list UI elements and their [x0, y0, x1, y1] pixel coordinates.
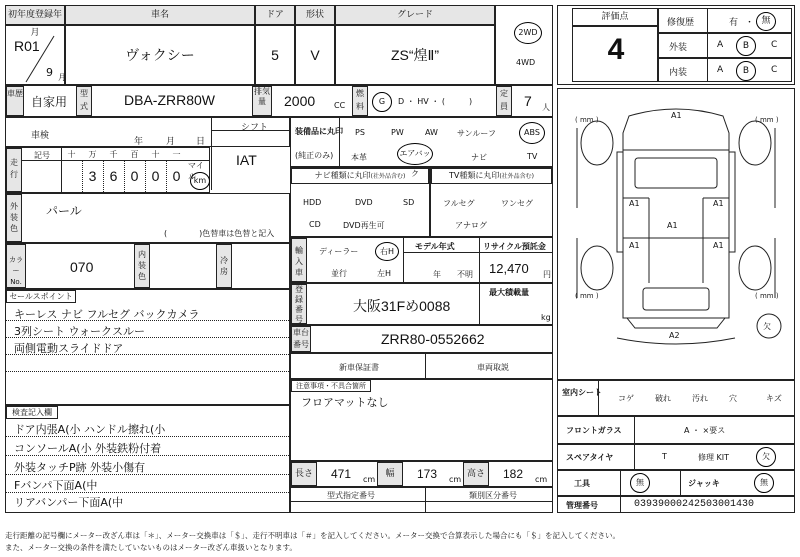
max-load-label: 最大積載量: [489, 288, 529, 297]
interior-sheet-item: コゲ: [618, 394, 634, 403]
color-no-label: カラーNo.: [6, 244, 26, 288]
equipment-label-sub: (純正のみ): [295, 151, 334, 160]
interior-color-label: 内装色: [134, 244, 150, 288]
spare-row: [557, 444, 795, 470]
equipment-label: 装備品に丸印: [295, 127, 343, 136]
usage-value: 自家用: [31, 95, 68, 109]
interior-a: A: [717, 65, 724, 75]
width-value: 173: [417, 467, 438, 481]
navi-box: [290, 167, 430, 237]
inspector-line-1: ドア内張A(小 ハンドル擦れ(小: [14, 423, 166, 436]
vehicle-diagram: [557, 88, 795, 380]
shape-header: 形状: [295, 5, 335, 25]
import-box: [290, 237, 553, 283]
mileage-digit-label: 百: [130, 150, 139, 159]
drive-4wd: 4WD: [516, 58, 536, 67]
reg-month-value: 9: [46, 66, 53, 79]
sales-point-line-2: 3列シート ウォークスルー: [14, 325, 145, 338]
windshield-row: [557, 416, 795, 444]
import-left-h: 左H: [377, 269, 392, 278]
chassis-value: ZRR80-0552662: [381, 331, 485, 347]
max-load-unit: kg: [541, 313, 551, 322]
windshield-value: A ・ ×要ス: [684, 426, 726, 435]
exterior-row: [658, 33, 792, 58]
interior-sheet-row: [557, 380, 795, 416]
navi-label-sub: (社外品含む): [370, 173, 406, 180]
exterior-a: A: [717, 40, 724, 50]
registration-value: 大阪31Fめ0088: [353, 298, 451, 314]
tv-fullseg: フルセグ: [443, 199, 475, 208]
color-value: パール: [46, 204, 82, 218]
equip-tv: TV: [527, 152, 538, 161]
windshield-label: フロントガラス: [566, 426, 622, 435]
row2: [5, 85, 553, 117]
navi-cd: CD: [309, 220, 321, 229]
door-header: ドア: [255, 5, 295, 25]
import-right-h-circled: 右H: [375, 242, 399, 261]
interior-label: 内装: [669, 68, 688, 78]
inspector-line-5: リアバンパー下面A(中: [14, 496, 124, 509]
damage-mark: A1: [713, 199, 724, 208]
jack-value-circled: 無: [754, 473, 774, 493]
import-label: 輸入車: [291, 238, 307, 282]
usage-label: 車歴: [6, 86, 24, 116]
spare-t: T: [662, 452, 667, 461]
width-unit: cm: [449, 475, 462, 484]
color-label: 外装色: [6, 194, 22, 242]
chassis-box: [290, 325, 553, 353]
cooling-label: 冷房: [216, 244, 232, 288]
type-number-label: 型式指定番号: [327, 491, 375, 500]
mileage-digit: 0: [130, 168, 139, 184]
capacity-label: 定員: [496, 86, 512, 116]
sales-points-box: [5, 289, 290, 405]
mileage-digit: 0: [172, 168, 181, 184]
repair-label: 修復歴: [667, 18, 695, 28]
mileage-digit-label: 一: [172, 150, 181, 159]
navi-label: [291, 168, 429, 184]
tv-label-sub: (社外品含む): [499, 173, 535, 180]
mileage-box: [5, 147, 210, 193]
navi-label-text: ナビ種類に丸印: [314, 171, 371, 180]
mileage-digit-label: 千: [109, 150, 118, 159]
interior-sheet-item: 破れ: [655, 394, 671, 403]
inspection-row: [5, 117, 290, 147]
repair-row: [658, 8, 792, 33]
height-unit: cm: [535, 475, 548, 484]
inspector-line-2: コンソールA(小 外装鉄粉付着: [14, 442, 162, 455]
warranty-manual: 車両取説: [477, 363, 509, 372]
inspector-line-3: 外装タッチP跡 外装小傷有: [14, 461, 146, 474]
type-numbers-box: [290, 487, 553, 513]
tv-oneseg: ワンセグ: [501, 199, 533, 208]
tv-box: [430, 167, 553, 237]
chassis-label: 車台番号: [291, 326, 311, 352]
mileage-digit-label: 十: [151, 150, 160, 159]
notes-box: [290, 379, 553, 461]
equip-aw: AW: [425, 128, 438, 137]
shift-value: IAT: [236, 152, 257, 168]
score-value: 4: [607, 33, 625, 66]
damage-mark: 欠: [763, 322, 771, 331]
reg-year-header: 初年度登録年月: [5, 5, 65, 25]
tv-label-text: TV種類に丸印: [448, 171, 500, 180]
equip-sunroof: サンルーフ: [457, 129, 496, 138]
height-label: 高さ: [463, 462, 489, 486]
capacity-unit: 人: [542, 103, 550, 112]
doors-value: 5: [255, 25, 295, 85]
damage-mark: A1: [713, 241, 724, 250]
interior-sheet-label: 室内シート: [562, 388, 602, 397]
tire-fr-mm: ( mm ): [755, 116, 779, 124]
damage-mark: A1: [667, 221, 678, 230]
tire-rl-mm: ( mm ): [575, 292, 599, 300]
model-code-value: DBA-ZRR80W: [124, 92, 216, 108]
footer-note-2: また、メーター交換の条件を満たしていないものはメーター改ざん車扱いとなります。: [5, 543, 297, 552]
inspector-line-4: Fバンパ下面A(中: [14, 479, 98, 492]
interior-c: C: [771, 65, 778, 75]
navi-dvd-play: DVD再生可: [343, 221, 385, 230]
damage-mark: A1: [671, 111, 682, 120]
model-year-unknown: 不明: [457, 270, 473, 279]
inspection-month: 月: [166, 137, 176, 147]
navi-dvd: DVD: [355, 198, 373, 207]
displacement-label: 排気量: [252, 86, 272, 116]
reg-year-box: [5, 25, 65, 85]
fuel-options: D ・ HV ・ ( ): [398, 97, 473, 106]
navi-hdd: HDD: [303, 198, 322, 207]
inspector-label: 検査記入欄: [6, 406, 58, 419]
tire-fl-mm: ( mm ): [575, 116, 599, 124]
tire-rr-mm: ( mm ): [755, 292, 779, 300]
import-dealer: ディーラー: [319, 247, 359, 256]
grade-header: グレード: [335, 5, 495, 25]
sales-point-line-3: 両側電動スライドドア: [14, 342, 124, 355]
displacement-unit: CC: [334, 101, 346, 110]
import-parallel: 並行: [331, 269, 347, 278]
reg-year-value: R01: [14, 38, 40, 54]
model-name-header: 車名: [65, 5, 255, 25]
mileage-digit: 0: [151, 168, 160, 184]
exterior-label: 外装: [669, 43, 688, 53]
color-no-value: 070: [70, 259, 94, 275]
mileage-digit-label: 十: [67, 150, 76, 159]
tv-label: [431, 168, 552, 184]
length-label: 長さ: [291, 462, 317, 486]
equip-pw: PW: [391, 128, 404, 137]
recycle-value: 12,470: [489, 261, 529, 276]
mileage-digit: 6: [109, 168, 118, 184]
color-note: ( )色替車は色替と記入: [164, 229, 275, 238]
sales-points-label: セールスポイント: [6, 290, 76, 303]
repair-sep: ・: [745, 18, 755, 28]
dimensions-box: [290, 461, 553, 487]
mileage-digit: 3: [88, 168, 97, 184]
recycle-label: リサイクル預託金: [483, 242, 546, 251]
inspector-box: [5, 405, 290, 513]
mileage-km-circled: km: [190, 172, 210, 190]
recycle-unit: 円: [543, 270, 551, 279]
warranty-new-car: 新車保証書: [339, 363, 379, 372]
interior-sheet-item: 穴: [729, 394, 737, 403]
footer-note-1: 走行距離の記号欄にメーター改ざん車は「＊」、メーター交換車は「＄」、走行不明車は「＃」を記入してください。メーター交換で合算表示した場合にも「＄」を記入してください。: [5, 531, 620, 540]
equip-navi: ナビ: [471, 153, 487, 162]
management-label: 管理番号: [566, 501, 598, 510]
mileage-mile-label: マイル: [188, 161, 204, 181]
inspection-label: 車検: [31, 131, 50, 141]
reg-month-unit: 月: [58, 73, 66, 82]
repair-yes: 有: [729, 18, 739, 28]
mileage-sign-label: 記号: [34, 151, 50, 160]
model-name-box: [65, 25, 255, 85]
damage-mark: A1: [629, 241, 640, 250]
equip-abs-circled: ABS: [519, 122, 545, 144]
interior-sheet-item: 汚れ: [692, 394, 708, 403]
width-label: 幅: [377, 462, 403, 486]
spare-kit: 修理 KIT: [698, 453, 730, 462]
sales-point-line-1: キーレス ナビ フルセグ バックカメラ: [14, 308, 200, 321]
model-year-label: モデル年式: [415, 242, 455, 251]
shift-label: シフト: [241, 123, 269, 133]
drive-box: [495, 5, 553, 85]
equip-ps: PS: [355, 128, 365, 137]
registration-label: 登録番号: [291, 284, 307, 324]
exterior-c: C: [771, 40, 778, 50]
spare-label: スペアタイヤ: [566, 453, 614, 462]
reg-slash: [6, 26, 66, 86]
drive-2wd-circled: 2WD: [514, 22, 542, 44]
inspection-day: 日: [196, 137, 206, 147]
notes-label: 注意事項・不具合箇所: [291, 380, 371, 392]
length-unit: cm: [363, 475, 376, 484]
class-number-label: 類別区分番号: [469, 491, 517, 500]
registration-box: [290, 283, 553, 325]
capacity-value: 7: [524, 93, 532, 109]
tools-row: [557, 470, 795, 496]
equip-airbag-circled: エアバック: [397, 143, 433, 165]
notes-value: フロアマットなし: [301, 396, 389, 409]
mileage-label: 走行: [6, 148, 22, 192]
warranty-box: [290, 353, 553, 379]
management-row: [557, 496, 795, 513]
tools-label: 工具: [574, 479, 590, 488]
score-box: [572, 26, 658, 82]
shape-value: V: [295, 25, 335, 85]
displacement-value: 2000: [284, 93, 316, 109]
tv-analog: アナログ: [455, 221, 487, 230]
management-value: 03939000242503001430: [634, 499, 755, 510]
model-year-unit: 年: [433, 270, 441, 279]
length-value: 471: [331, 467, 352, 481]
jack-label: ジャッキ: [688, 479, 720, 488]
fuel-gasoline-circled: G: [372, 92, 392, 112]
model-name-value: ヴォクシー: [125, 47, 195, 63]
height-value: 182: [503, 467, 524, 481]
fuel-label: 燃料: [352, 86, 368, 116]
grade-value: ZS“煌Ⅱ”: [335, 25, 495, 85]
repair-no-circled: 無: [756, 12, 776, 31]
interior-b-circled: B: [736, 61, 756, 81]
equip-leather: 本革: [351, 153, 367, 162]
exterior-b-circled: B: [736, 36, 756, 56]
model-code-label: 型式: [76, 86, 92, 116]
interior-sheet-item: キズ: [766, 394, 782, 403]
damage-mark: A1: [629, 199, 640, 208]
navi-sd: SD: [403, 198, 415, 207]
color-box: [5, 193, 290, 243]
spare-none-circled: 欠: [756, 447, 776, 467]
score-label: 評価点: [572, 8, 658, 26]
tools-value-circled: 無: [630, 473, 650, 493]
damage-mark: A2: [669, 331, 680, 340]
mileage-digit-label: 万: [88, 150, 97, 159]
interior-row: [658, 58, 792, 82]
inspection-year: 年: [134, 137, 144, 147]
color-no-row: [5, 243, 290, 289]
